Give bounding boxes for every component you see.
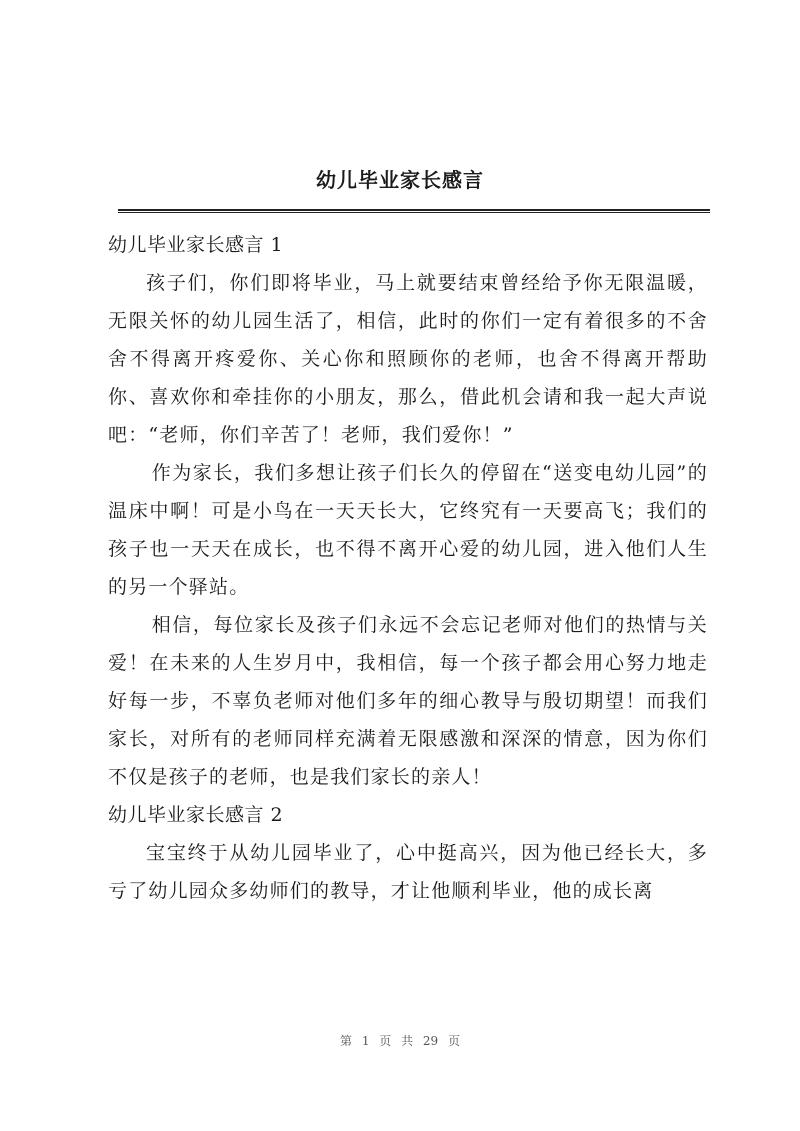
section-2-paragraph-1: 宝宝终于从幼儿园毕业了，心中挺高兴，因为他已经长大，多亏了幼儿园众多幼师们的教导，才让他顺利毕业，他的成长离 [108, 842, 708, 902]
page-number-footer: 第 1 页 共 29 页 [340, 1034, 460, 1048]
section-1-paragraph-3: 相信，每位家长及孩子们永远不会忘记老师对他们的热情与关爱！在未来的人生岁月中，我相信，每一个孩子都会用心努力地走好每一步，不辜负老师对他们多年的细心教导与殷切期望！而我们家长，对所有的老师同样充满着无限感激和深深的情意，因为你们不仅是孩子的老师，也是我们家长的亲人！ [108, 614, 708, 788]
title-divider [118, 209, 710, 213]
section-1-paragraph-2: 作为家长，我们多想让孩子们长久的停留在“送变电幼儿园”的温床中啊！可是小鸟在一天天长大，它终究有一天要高飞；我们的孩子也一天天在成长，也不得不离开心爱的幼儿园，进入他们人生的另一个驿站。 [108, 462, 708, 598]
document-body [108, 226, 708, 910]
section-heading-1: 幼儿毕业家长感言 1 [108, 234, 284, 256]
section-1-paragraph-1: 孩子们，你们即将毕业，马上就要结束曾经给予你无限温暖，无限关怀的幼儿园生活了，相信，此时的你们一定有着很多的不舍舍不得离开疼爱你、关心你和照顾你的老师，也舍不得离开帮助你、喜欢你和牵挂你的小朋友，那么，借此机会请和我一起大声说吧：“老师，你们辛苦了！老师，我们爱你！” [108, 272, 708, 446]
section-heading-2: 幼儿毕业家长感言 2 [108, 804, 284, 826]
document-title: 幼儿毕业家长感言 [316, 168, 484, 192]
